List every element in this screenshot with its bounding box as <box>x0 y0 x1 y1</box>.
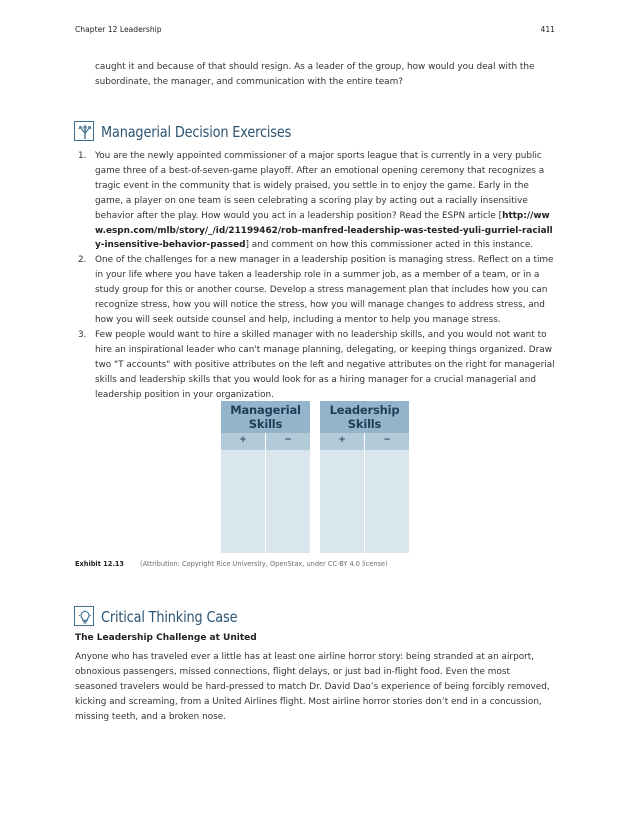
leadership-compass-icon <box>74 121 94 141</box>
t-account-title: Skills <box>347 417 382 431</box>
list-item <box>75 149 555 253</box>
list-item <box>75 253 555 328</box>
section-title: Critical Thinking Case <box>101 608 238 626</box>
t-account-sign-row <box>221 433 310 450</box>
list-item <box>75 328 555 403</box>
plus-sign: + <box>239 435 247 445</box>
section-title: Managerial Decision Exercises <box>101 123 292 141</box>
exhibit-caption <box>75 560 388 568</box>
case-paragraph: Anyone who has traveled ever a little has at least one airline horror story: being stranded at an airport, obnoxious passengers, missed connections, flight delays, or just bad in-flight food. Even the most seasoned travelers would be hard-pressed to match Dr. David Dao’s experience of being forcibly removed, kicking and screaming, from a United Airlines flight. Most airline horror stories don’t end in a concussion, missing teeth, and a broken nose. <box>75 652 550 722</box>
section-heading-exercises <box>74 121 554 143</box>
t-account-leadership <box>320 401 409 553</box>
list-item-text: ] and comment on how this commissioner acted in this instance. <box>245 240 534 251</box>
column-divider <box>364 450 365 553</box>
minus-sign: − <box>383 435 391 445</box>
t-account-header <box>320 401 409 433</box>
t-account-sign-row <box>320 433 409 450</box>
espn-article-link[interactable]: http://www.espn.com/mlb/story/_/id/21199462/rob-manfred-leadership-was-tested-yuli-gurriel-racially-insensitive-behavior-passed <box>95 210 553 251</box>
minus-sign: − <box>284 435 292 445</box>
lightbulb-icon <box>74 606 94 626</box>
list-item-number: 2. <box>78 255 87 266</box>
case-subtitle: The Leadership Challenge at United <box>75 633 257 643</box>
t-account-managerial <box>221 401 310 553</box>
list-item-text: Few people would want to hire a skilled manager with no leadership skills, and you would not want to hire an inspirational leader who can't manage planning, delegating, or keeping things organized. Draw two "T accounts" with positive attributes on the left and negative attributes on the right for managerial skills and leadership skills that you would look for as a hiring manager for a crucial managerial and leadership position in your organization. <box>95 329 555 400</box>
list-item-text: You are the newly appointed commissioner of a major sports league that is currently in a very public game three of a best-of-seven-game playoff. After an emotional opening ceremony that recognizes a tragic event in the community that is widely praised, you settle in to enjoy the game. Early in the game, a player on one team is seen celebrating a scoring play by acting out a racially insensitive behavior after the play. How would you act in a leadership position? Read the ESPN article [ <box>95 151 545 221</box>
list-item-number: 1. <box>78 151 87 161</box>
t-account-body <box>320 450 409 553</box>
t-account-body <box>221 450 310 553</box>
running-head <box>75 25 555 37</box>
t-account-title: Leadership <box>329 403 400 417</box>
section-heading-case <box>74 606 554 628</box>
t-account-title: Skills <box>248 417 283 431</box>
page-number: 411 <box>540 25 555 34</box>
list-item-text: One of the challenges for a new manager in a leadership position is managing stress. Reflect on a time in your life where you have taken a leadership role in a summer job, as a member of a team, or in a study group for this or another course. Develop a stress management plan that includes how you can recognize stress, how you will notice the stress, how you will manage changes to address stress, and how you will seek outside counsel and help, including a mentor to help you manage stress. <box>95 255 554 325</box>
t-account-title: Managerial <box>230 403 301 417</box>
chapter-title: Chapter 12 Leadership <box>75 25 162 34</box>
list-item-number: 3. <box>78 329 87 340</box>
intro-paragraph: caught it and because of that should resign. As a leader of the group, how would you deal with the subordinate, the manager, and communication with the entire team? <box>95 62 535 87</box>
plus-sign: + <box>338 435 346 445</box>
exhibit-label: Exhibit 12.13 <box>75 560 124 568</box>
exhibit-attribution: (Attribution: Copyright Rice University, OpenStax, under CC-BY 4.0 license) <box>140 560 388 568</box>
exercise-list <box>75 149 555 402</box>
column-divider <box>265 450 266 553</box>
t-account-header <box>221 401 310 433</box>
